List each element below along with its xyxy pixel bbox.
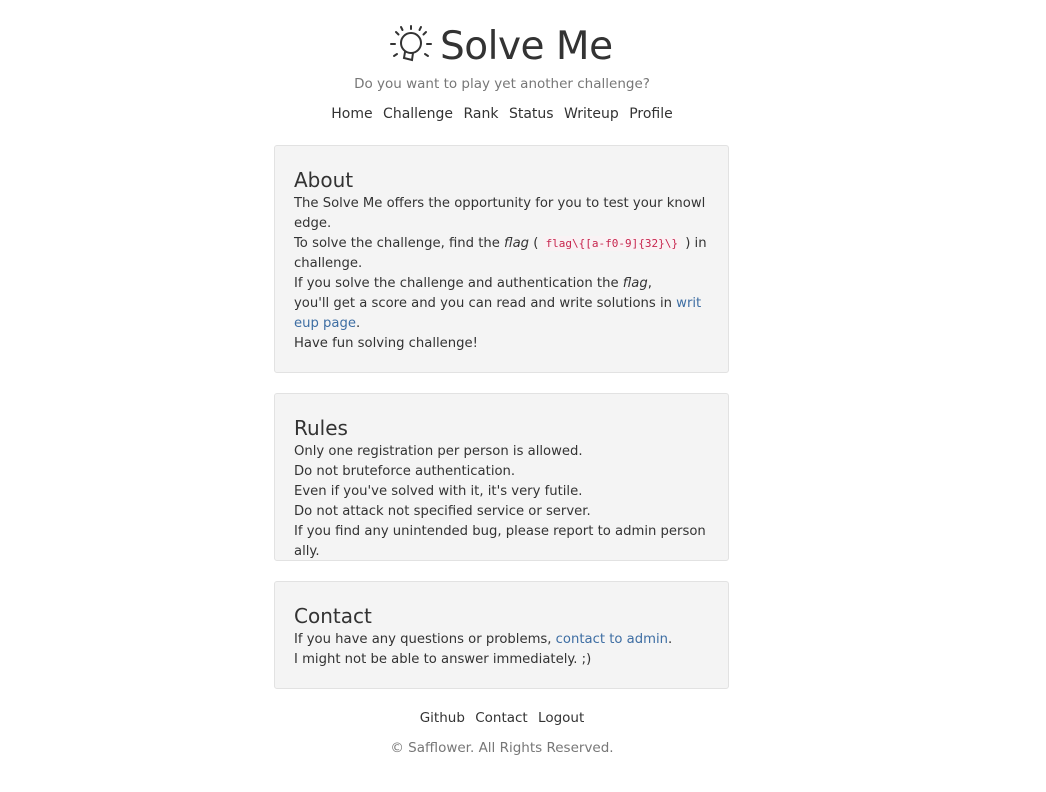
nav-profile[interactable]: Profile [629,106,673,122]
about-heading: About [294,168,354,192]
rule-item: Even if you've solved with it, it's very futile. [294,484,583,499]
nav-rank[interactable]: Rank [463,106,499,122]
contact-panel [274,581,729,689]
footer-github-link[interactable]: Github [419,710,465,726]
about-line-5: Have fun solving challenge! [294,336,478,351]
rule-item: Only one registration per person is allowed. [294,444,583,459]
nav-home[interactable]: Home [331,106,373,122]
about-line-1: The Solve Me offers the opportunity for you to test your knowledge. [294,196,706,231]
rules-panel [274,393,729,561]
lightbulb-icon [390,24,432,66]
about-line-4-post: . [355,316,361,331]
flag-word: flag [504,236,530,251]
about-line-2-post: ) in challenge. [294,236,707,271]
contact-line-2: I might not be able to answer immediately. ;) [294,652,592,667]
nav-writeup[interactable]: Writeup [564,106,619,122]
about-line-3-pre: If you solve the challenge and authentication the [294,276,623,291]
about-line-3-post: , [647,276,652,291]
about-line-2 [294,234,709,274]
about-text [294,194,709,354]
rule-item: Do not bruteforce authentication. [294,464,516,479]
site-header [0,0,1046,122]
about-line-2-pre: To solve the challenge, find the [294,236,505,251]
nav-status[interactable]: Status [508,106,554,122]
writeup-page-link[interactable]: writeup page [294,296,702,331]
footer-logout-link[interactable]: Logout [538,710,585,726]
site-tagline: Do you want to play yet another challenge? [354,76,650,92]
copyright: © Safflower. All Rights Reserved. [390,740,614,756]
contact-line-1-pre: If you have any questions or problems, [294,632,556,647]
nav-challenge[interactable]: Challenge [383,106,454,122]
footer-contact-link[interactable]: Contact [475,710,528,726]
about-line-3 [294,274,709,294]
contact-line-1-post: . [667,632,673,647]
rules-heading: Rules [294,416,348,440]
title-row [0,0,1046,92]
flag-word-2: flag [622,276,648,291]
rules-text [294,442,709,562]
main-nav [0,106,1004,122]
flag-format-code: flag\{[a-f0-9]{32}\} [543,236,681,251]
site-title: Solve Me [440,24,613,69]
rule-item: If you find any unintended bug, please report to admin personally. [294,524,706,559]
contact-heading: Contact [294,604,372,628]
contact-text [294,630,709,670]
footer-nav [0,710,1004,726]
about-line-4 [294,294,709,334]
about-line-4-pre: you'll get a score and you can read and write solutions in [294,296,677,311]
about-panel [274,145,729,373]
about-line-2-open: ( [529,236,543,251]
contact-admin-link[interactable]: contact to admin [555,632,668,647]
rule-item: Do not attack not specified service or server. [294,504,591,519]
contact-line-1 [294,630,709,650]
